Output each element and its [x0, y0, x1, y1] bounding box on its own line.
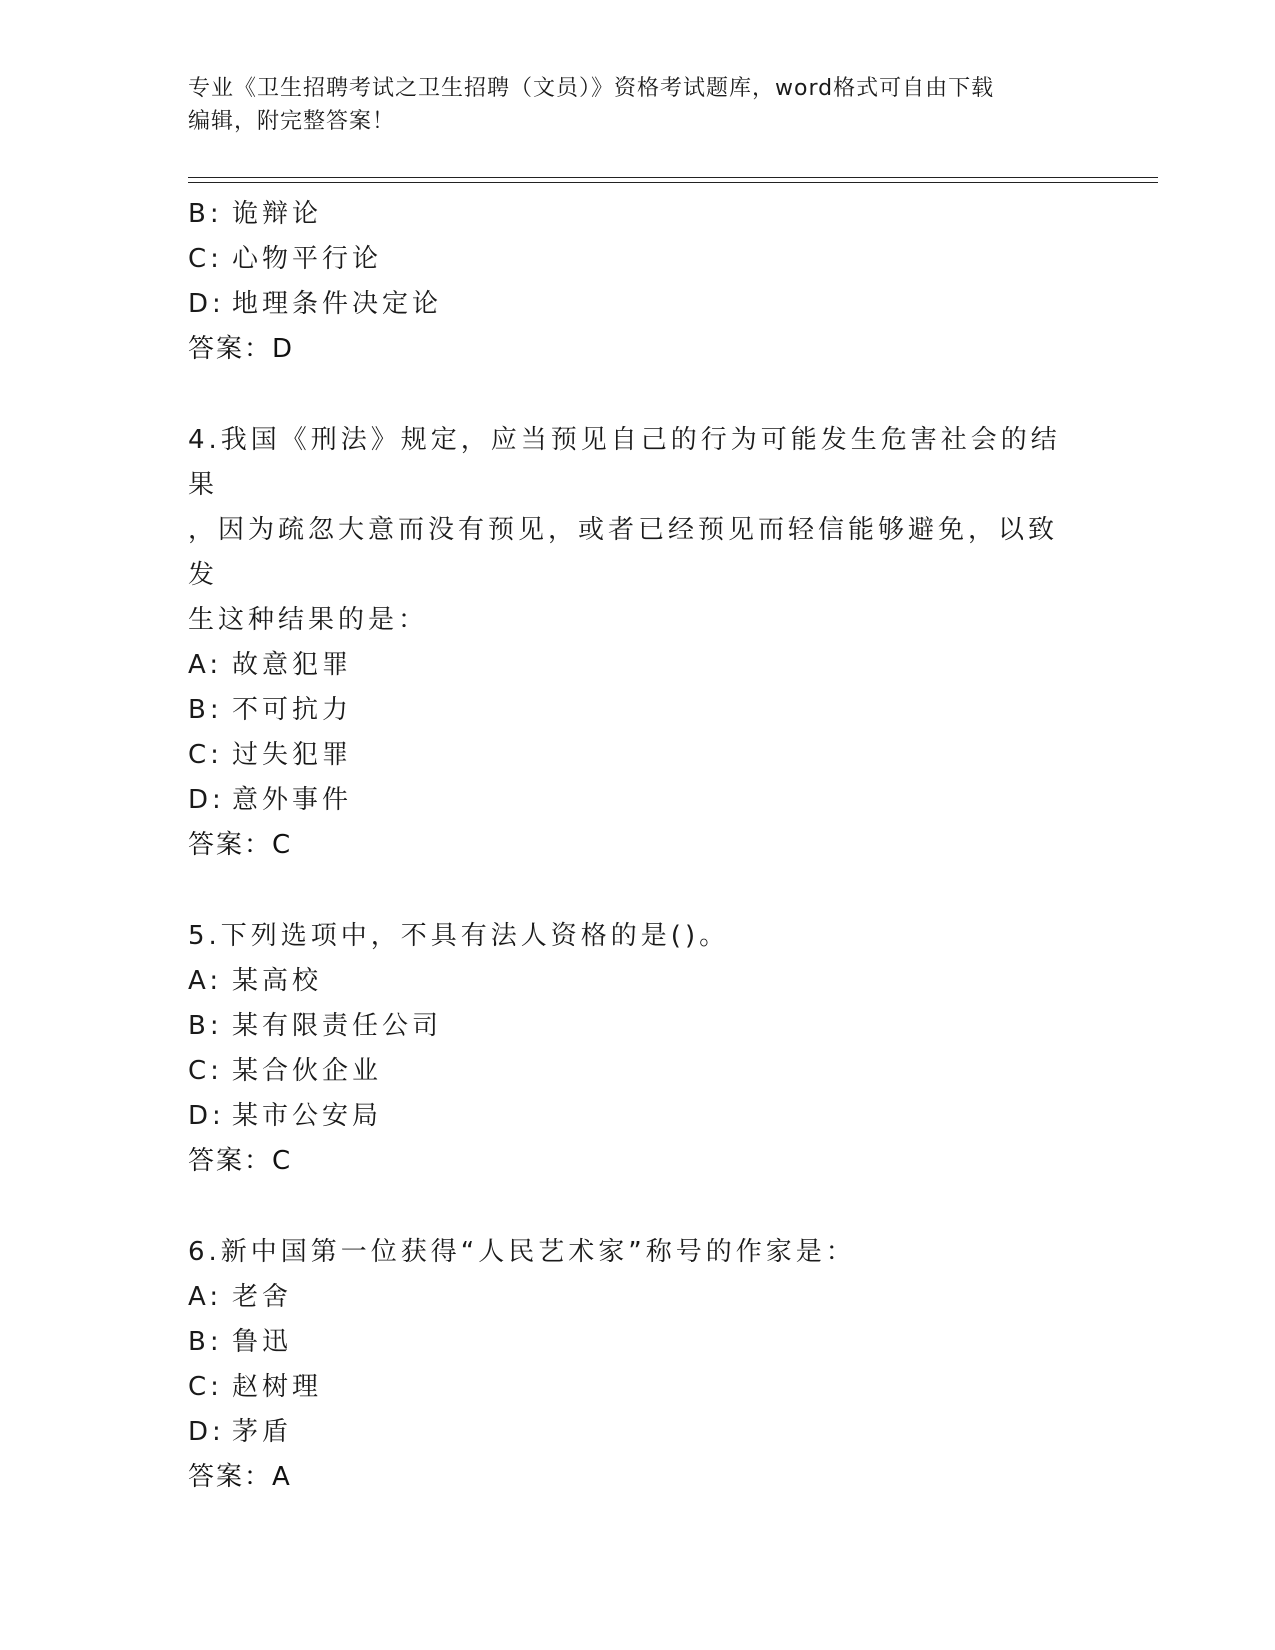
answer-value: C — [272, 1146, 293, 1176]
option-letter: A: — [188, 1282, 223, 1312]
option-letter: C: — [188, 740, 223, 770]
answer-label: 答案： — [188, 1146, 273, 1176]
option-letter: B: — [188, 695, 223, 725]
option-letter: D: — [188, 1417, 225, 1447]
option-text: 茅盾 — [232, 1417, 293, 1447]
question-stem-line: 5.下列选项中，不具有法人资格的是()。 — [188, 921, 730, 951]
answer-value: C — [272, 830, 293, 860]
option-text: 意外事件 — [232, 785, 353, 815]
option-letter: B: — [188, 1327, 223, 1357]
option-letter: A: — [188, 650, 223, 680]
header-line-1: 专业《卫生招聘考试之卫生招聘（文员）》资格考试题库，word格式可自由下载 — [188, 76, 995, 101]
option-d — [188, 1410, 1088, 1455]
option-a — [188, 959, 1088, 1004]
header-divider-bottom — [188, 182, 1158, 183]
option-b — [188, 192, 1088, 237]
answer-line — [188, 1139, 1088, 1184]
option-letter: C: — [188, 244, 223, 274]
option-text: 不可抗力 — [232, 695, 353, 725]
question-stem-line: ，因为疏忽大意而没有预见，或者已经预见而轻信能够避免，以致发 — [188, 515, 1059, 590]
option-letter: D: — [188, 785, 225, 815]
option-letter: C: — [188, 1372, 223, 1402]
option-c — [188, 733, 1088, 778]
option-text: 某高校 — [232, 966, 323, 996]
option-letter: D: — [188, 1101, 225, 1131]
answer-label: 答案： — [188, 334, 273, 364]
option-b — [188, 1004, 1088, 1049]
answer-label: 答案： — [188, 1462, 273, 1492]
option-c — [188, 1049, 1088, 1094]
question-stem-line: 生这种结果的是： — [188, 605, 429, 635]
question-stem-line: 6.新中国第一位获得“人民艺术家”称号的作家是： — [188, 1237, 856, 1267]
header-divider-top — [188, 177, 1158, 178]
question-list — [188, 192, 1088, 1500]
answer-label: 答案： — [188, 830, 273, 860]
question-3-tail — [188, 192, 1088, 372]
option-text: 故意犯罪 — [232, 650, 353, 680]
answer-line — [188, 1455, 1088, 1500]
option-a — [188, 1275, 1088, 1320]
option-text: 某合伙企业 — [232, 1056, 383, 1086]
question-6 — [188, 1230, 1088, 1500]
question-stem — [188, 418, 1068, 643]
question-stem — [188, 1230, 1068, 1275]
option-letter: B: — [188, 1011, 223, 1041]
document-header — [188, 72, 1068, 138]
option-text: 某有限责任公司 — [232, 1011, 443, 1041]
option-c — [188, 1365, 1088, 1410]
question-5 — [188, 914, 1088, 1184]
option-letter: D: — [188, 289, 225, 319]
option-letter: A: — [188, 966, 223, 996]
question-stem-line: 4.我国《刑法》规定，应当预见自己的行为可能发生危害社会的结果 — [188, 425, 1061, 500]
question-stem — [188, 914, 1068, 959]
option-letter: C: — [188, 1056, 223, 1086]
option-a — [188, 643, 1088, 688]
answer-value: D — [272, 334, 295, 364]
option-letter: B: — [188, 199, 223, 229]
answer-value: A — [272, 1462, 292, 1492]
option-text: 心物平行论 — [232, 244, 383, 274]
option-d — [188, 282, 1088, 327]
option-text: 某市公安局 — [232, 1101, 383, 1131]
option-d — [188, 778, 1088, 823]
option-text: 老舍 — [232, 1282, 293, 1312]
option-text: 鲁迅 — [232, 1327, 293, 1357]
answer-line — [188, 823, 1088, 868]
option-b — [188, 1320, 1088, 1365]
header-line-2: 编辑，附完整答案！ — [188, 109, 396, 134]
option-text: 诡辩论 — [232, 199, 323, 229]
option-c — [188, 237, 1088, 282]
answer-line — [188, 327, 1088, 372]
option-text: 赵树理 — [232, 1372, 323, 1402]
option-text: 过失犯罪 — [232, 740, 353, 770]
option-d — [188, 1094, 1088, 1139]
option-b — [188, 688, 1088, 733]
question-4 — [188, 418, 1088, 868]
option-text: 地理条件决定论 — [232, 289, 443, 319]
